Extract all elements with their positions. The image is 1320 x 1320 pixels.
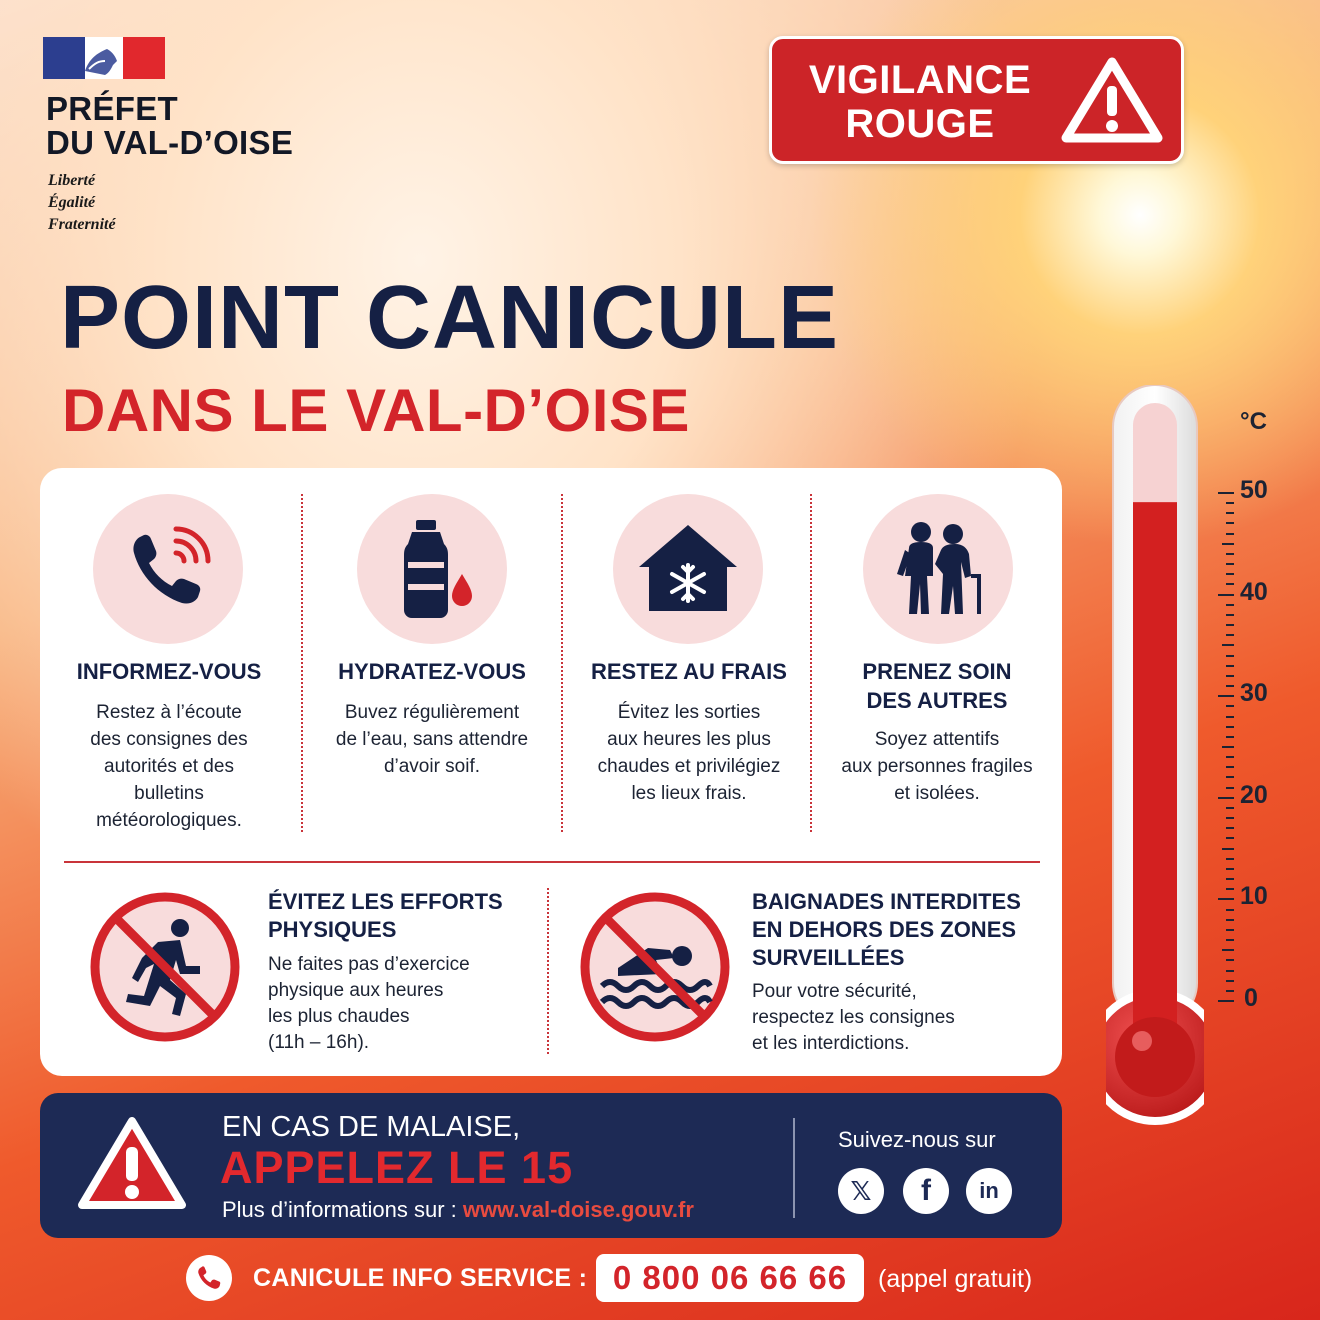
col-title-hydratez: HYDRATEZ-VOUS	[338, 659, 526, 684]
house-snowflake-icon	[613, 494, 763, 644]
phone-icon	[93, 494, 243, 644]
text-line: Pour votre sécurité,	[752, 981, 917, 1002]
col-text-restez	[572, 699, 806, 807]
malaise-text: EN CAS DE MALAISE,	[222, 1111, 521, 1143]
thermometer-tick	[1226, 675, 1234, 677]
vigilance-line-1: VIGILANCE	[808, 58, 1032, 102]
facebook-icon[interactable]	[903, 1168, 949, 1214]
website-link[interactable]: www.val-doise.gouv.fr	[462, 1197, 694, 1222]
thermometer-tick	[1226, 655, 1234, 657]
hotline-number[interactable]: 0 800 06 66 66	[596, 1254, 864, 1302]
section-divider	[64, 861, 1040, 863]
bar-divider	[793, 1118, 795, 1218]
text-line: Ne faites pas d’exercice	[268, 954, 470, 975]
facebook-icon-glyph: f	[921, 1174, 931, 1207]
thermometer-tick	[1226, 888, 1234, 890]
text-line: aux heures les plus	[607, 729, 771, 750]
thermometer-tick	[1226, 563, 1234, 565]
thermometer-tick	[1222, 848, 1234, 850]
linkedin-icon[interactable]	[966, 1168, 1012, 1214]
text-line: les plus chaudes	[268, 1006, 410, 1027]
thermometer-tick	[1226, 827, 1234, 829]
page-title: POINT CANICULE	[60, 268, 839, 368]
thermometer-tick	[1218, 492, 1234, 494]
title-line: DES AUTRES	[866, 688, 1008, 713]
water-bottle-icon	[357, 494, 507, 644]
column-divider	[301, 494, 303, 832]
thermometer-tick	[1226, 634, 1234, 636]
text-line: (11h – 16h).	[268, 1032, 370, 1053]
text-line: Soyez attentifs	[874, 729, 1000, 750]
thermometer-tick	[1226, 959, 1234, 961]
thermometer-tick	[1226, 573, 1234, 575]
thermometer-tick	[1226, 878, 1234, 880]
col-text-prenez	[820, 726, 1054, 807]
col-text-informez	[52, 699, 286, 834]
col-title-prenez	[820, 657, 1054, 715]
no-running-icon	[88, 890, 242, 1049]
thermometer-tick	[1226, 980, 1234, 982]
title-line: SURVEILLÉES	[752, 945, 905, 970]
warning-triangle-icon	[1060, 56, 1164, 149]
no-swimming-icon	[578, 890, 732, 1049]
title-line: EN DEHORS DES ZONES	[752, 917, 1017, 942]
warning-triangle-icon	[76, 1115, 188, 1218]
col-title-restez: RESTEZ AU FRAIS	[591, 659, 787, 684]
efforts-title	[268, 888, 538, 944]
thermometer-tick	[1226, 919, 1234, 921]
thermometer-tick	[1226, 604, 1234, 606]
free-call-note: (appel gratuit)	[878, 1265, 1033, 1293]
text-line: de l’eau, sans attendre	[335, 729, 529, 750]
thermometer-tick	[1226, 583, 1234, 585]
thermometer-tick	[1226, 837, 1234, 839]
text-line: Évitez les sorties	[617, 702, 761, 723]
thermometer-tick-label: 50	[1240, 476, 1268, 504]
thermometer-tick	[1218, 695, 1234, 697]
thermometer-tick	[1226, 624, 1234, 626]
thermometer-tick	[1226, 685, 1234, 687]
thermometer-tick	[1226, 512, 1234, 514]
baignades-title	[752, 888, 1052, 972]
title-line: PHYSIQUES	[268, 917, 397, 942]
col-text-hydratez	[310, 699, 554, 780]
thermometer-tick	[1226, 756, 1234, 758]
col-title-informez: INFORMEZ-VOUS	[76, 659, 262, 684]
title-line: ÉVITEZ LES EFFORTS	[268, 889, 503, 914]
thermometer-tick	[1218, 594, 1234, 596]
column-divider	[561, 494, 563, 832]
x-icon[interactable]	[838, 1168, 884, 1214]
more-info-text	[222, 1196, 694, 1224]
thermometer-tick	[1226, 766, 1234, 768]
thermometer	[1106, 385, 1204, 1125]
thermometer-tick	[1226, 868, 1234, 870]
text-line: d’avoir soif.	[383, 756, 481, 777]
thermometer-tick	[1226, 716, 1234, 718]
baignades-text	[752, 979, 1052, 1057]
prefet-line-2: DU VAL-D’OISE	[46, 124, 294, 161]
follow-us-label: Suivez-nous sur	[838, 1127, 996, 1152]
vigilance-line-2: ROUGE	[845, 102, 995, 146]
thermometer-tick	[1218, 898, 1234, 900]
thermometer-tick-label: 10	[1240, 882, 1268, 911]
thermometer-tick	[1226, 990, 1234, 992]
text-line: physique aux heures	[268, 980, 444, 1001]
text-line: Restez à l’écoute	[96, 702, 242, 723]
elderly-people-icon	[863, 494, 1013, 644]
thermometer-tick	[1226, 553, 1234, 555]
thermometer-tick	[1226, 817, 1234, 819]
thermometer-tick	[1218, 797, 1234, 799]
thermometer-tick	[1226, 522, 1234, 524]
thermometer-tick-label: 40	[1240, 577, 1268, 606]
thermometer-tick	[1226, 665, 1234, 667]
text-line: bulletins	[134, 783, 204, 804]
text-line: autorités et des	[104, 756, 234, 777]
thermometer-tick	[1226, 614, 1234, 616]
republic-motto	[48, 170, 116, 236]
thermometer-tick-label: 20	[1240, 780, 1268, 809]
text-line: aux personnes fragiles	[841, 756, 1033, 777]
thermometer-tick	[1222, 543, 1234, 545]
thermometer-tick	[1226, 533, 1234, 535]
thermometer-unit: °C	[1240, 408, 1267, 435]
thermometer-tick	[1226, 939, 1234, 941]
text-line: Buvez régulièrement	[344, 702, 520, 723]
text-line: les lieux frais.	[631, 783, 747, 804]
prefet-name	[46, 92, 293, 160]
text-line: météorologiques.	[96, 810, 242, 831]
thermometer-tick	[1226, 736, 1234, 738]
text-line: des consignes des	[90, 729, 248, 750]
thermometer-tick	[1226, 909, 1234, 911]
thermometer-tick	[1226, 970, 1234, 972]
vigilance-badge-text	[800, 58, 1040, 146]
thermometer-tick	[1226, 807, 1234, 809]
thermometer-tick	[1218, 1000, 1234, 1002]
text-line: et les interdictions.	[752, 1033, 910, 1054]
linkedin-icon-glyph: in	[979, 1178, 999, 1203]
page-subtitle: DANS LE VAL-D’OISE	[62, 377, 690, 444]
column-divider	[547, 888, 549, 1054]
thermometer-tick	[1226, 776, 1234, 778]
call-15-text: APPELEZ LE 15	[220, 1142, 574, 1193]
thermometer-scale	[1218, 480, 1234, 1020]
text-line: et isolées.	[894, 783, 980, 804]
motto-fraternite: Fraternité	[48, 216, 116, 233]
motto-egalite: Égalité	[48, 194, 96, 211]
thermometer-tick	[1222, 746, 1234, 748]
thermometer-tick-label: 30	[1240, 679, 1268, 708]
thermometer-tick	[1226, 787, 1234, 789]
thermometer-tick	[1226, 726, 1234, 728]
republique-francaise-flag-logo	[43, 37, 165, 79]
thermometer-tick-label: 0	[1244, 984, 1258, 1012]
thermometer-tick	[1222, 644, 1234, 646]
column-divider	[810, 494, 812, 832]
title-line: BAIGNADES INTERDITES	[752, 889, 1021, 914]
text-line: chaudes et privilégiez	[597, 756, 781, 777]
thermometer-tick	[1222, 949, 1234, 951]
title-line: PRENEZ SOIN	[862, 659, 1012, 684]
thermometer-tick	[1226, 929, 1234, 931]
thermometer-tick	[1226, 502, 1234, 504]
mercury-level	[1133, 502, 1177, 1065]
text-line: respectez les consignes	[752, 1007, 955, 1028]
motto-liberte: Liberté	[48, 172, 96, 189]
thermometer-tick	[1226, 858, 1234, 860]
phone-icon	[186, 1255, 232, 1301]
prefet-line-1: PRÉFET	[46, 90, 178, 127]
canicule-info-label: CANICULE INFO SERVICE :	[253, 1264, 588, 1292]
x-icon-glyph: 𝕏	[850, 1175, 872, 1206]
thermometer-tick	[1226, 705, 1234, 707]
more-info-prefix: Plus d’informations sur :	[222, 1197, 463, 1222]
efforts-text	[268, 952, 538, 1056]
